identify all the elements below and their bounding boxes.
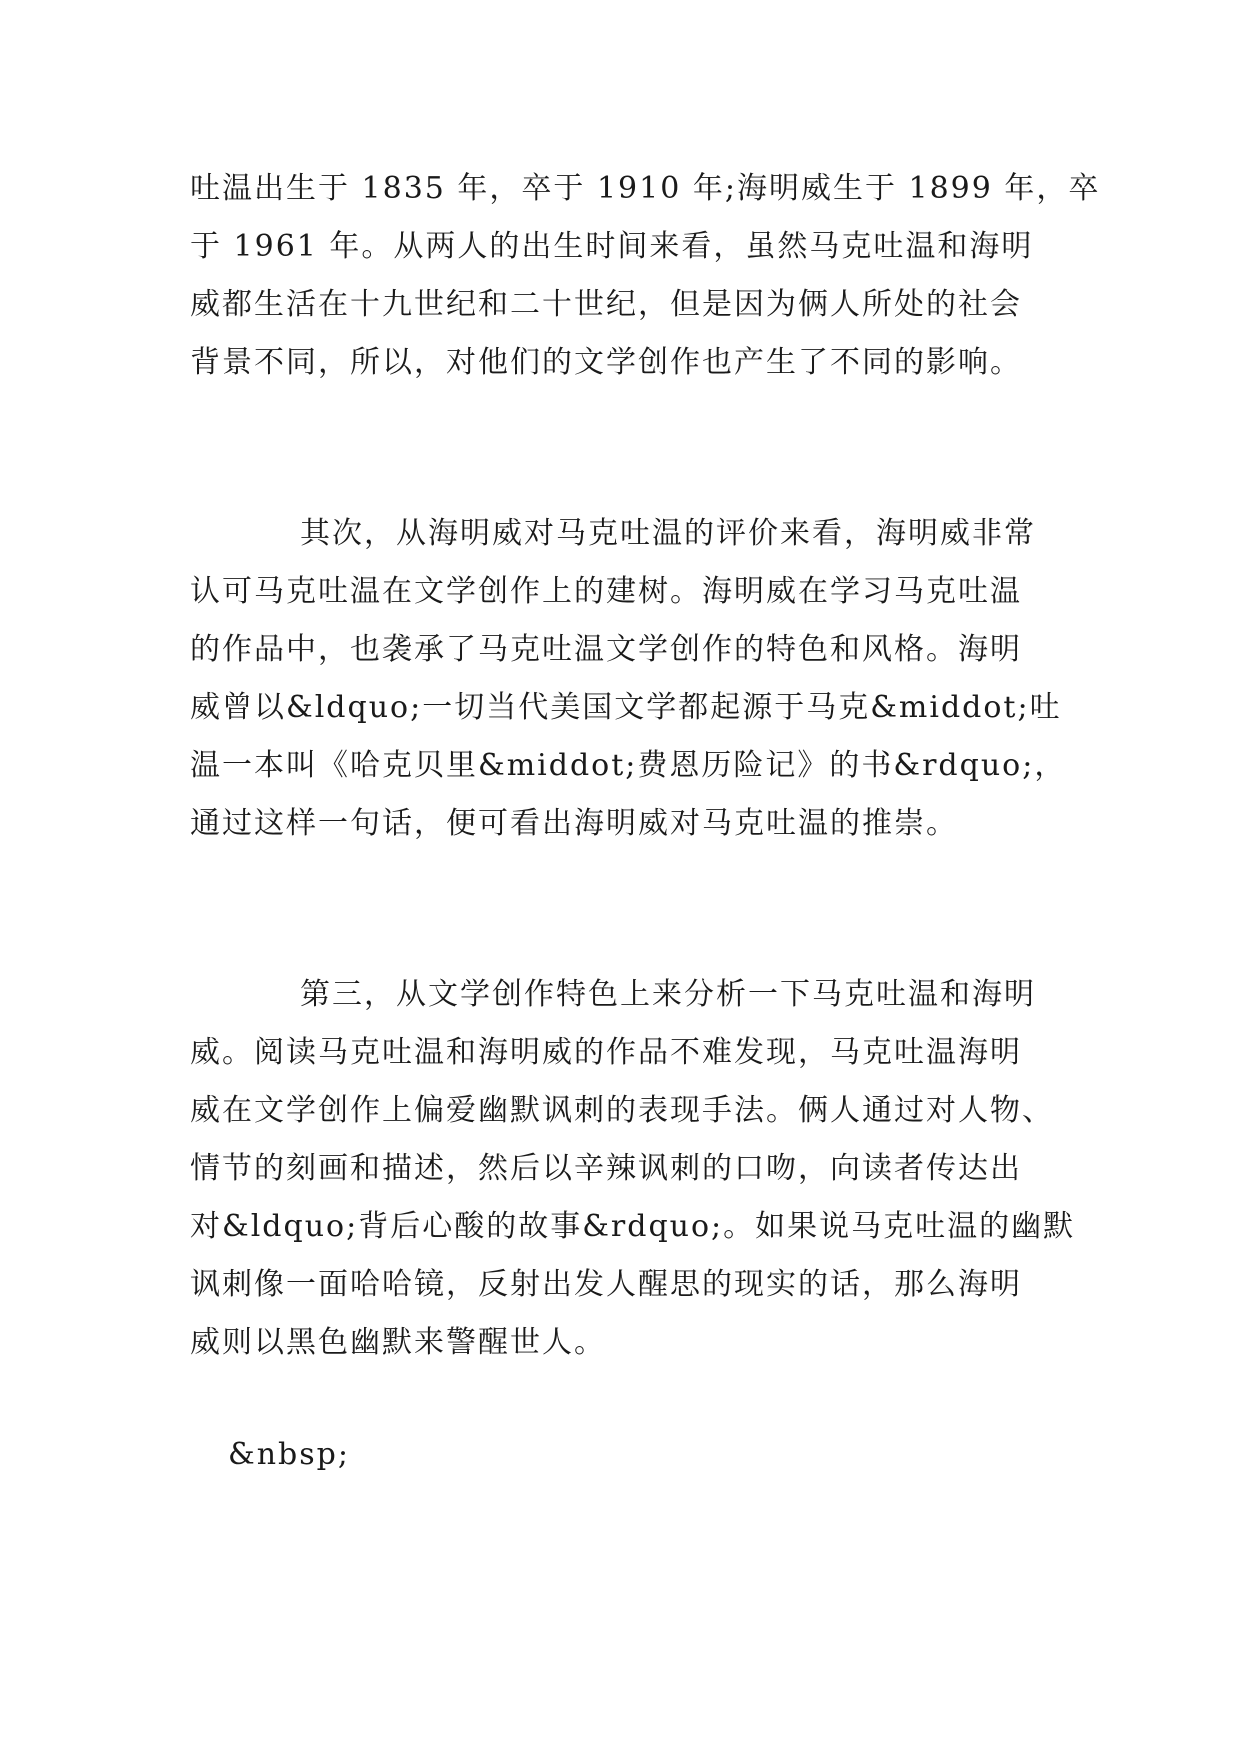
text-line: 背景不同，所以，对他们的文学创作也产生了不同的影响。: [190, 345, 1022, 380]
paragraph-3: [190, 966, 1076, 1372]
paragraph-4: [228, 1426, 1108, 1484]
text-line: 其次，从海明威对马克吐温的评价来看，海明威非常: [300, 516, 1036, 551]
text-line: 认可马克吐温在文学创作上的建树。海明威在学习马克吐温: [190, 574, 1022, 609]
text-line: 于 1961 年。从两人的出生时间来看，虽然马克吐温和海明: [190, 229, 1034, 264]
text-line: 威。阅读马克吐温和海明威的作品不难发现，马克吐温海明: [190, 1035, 1022, 1070]
text-line: 威在文学创作上偏爱幽默讽刺的表现手法。俩人通过对人物、: [190, 1093, 1054, 1128]
text-line: 通过这样一句话，便可看出海明威对马克吐温的推崇。: [190, 806, 958, 841]
text-line: &nbsp;: [228, 1437, 350, 1472]
text-line: 第三，从文学创作特色上来分析一下马克吐温和海明: [300, 977, 1036, 1012]
text-line: 威则以黑色幽默来警醒世人。: [190, 1325, 606, 1360]
text-line: 吐温出生于 1835 年，卒于 1910 年;海明威生于 1899 年，卒: [190, 171, 1101, 206]
paragraph-2: [190, 505, 1070, 853]
paragraph-1: [190, 160, 1101, 392]
text-line: 讽刺像一面哈哈镜，反射出发人醒思的现实的话，那么海明: [190, 1267, 1022, 1302]
text-line: 威曾以&ldquo;一切当代美国文学都起源于马克&middot;吐: [190, 690, 1062, 725]
text-line: 的作品中，也袭承了马克吐温文学创作的特色和风格。海明: [190, 632, 1022, 667]
text-line: 威都生活在十九世纪和二十世纪，但是因为俩人所处的社会: [190, 287, 1022, 322]
text-line: 对&ldquo;背后心酸的故事&rdquo;。如果说马克吐温的幽默: [190, 1209, 1076, 1244]
text-line: 情节的刻画和描述，然后以辛辣讽刺的口吻，向读者传达出: [190, 1151, 1022, 1186]
text-line: 温一本叫《哈克贝里&middot;费恩历险记》的书&rdquo;，: [190, 748, 1067, 783]
